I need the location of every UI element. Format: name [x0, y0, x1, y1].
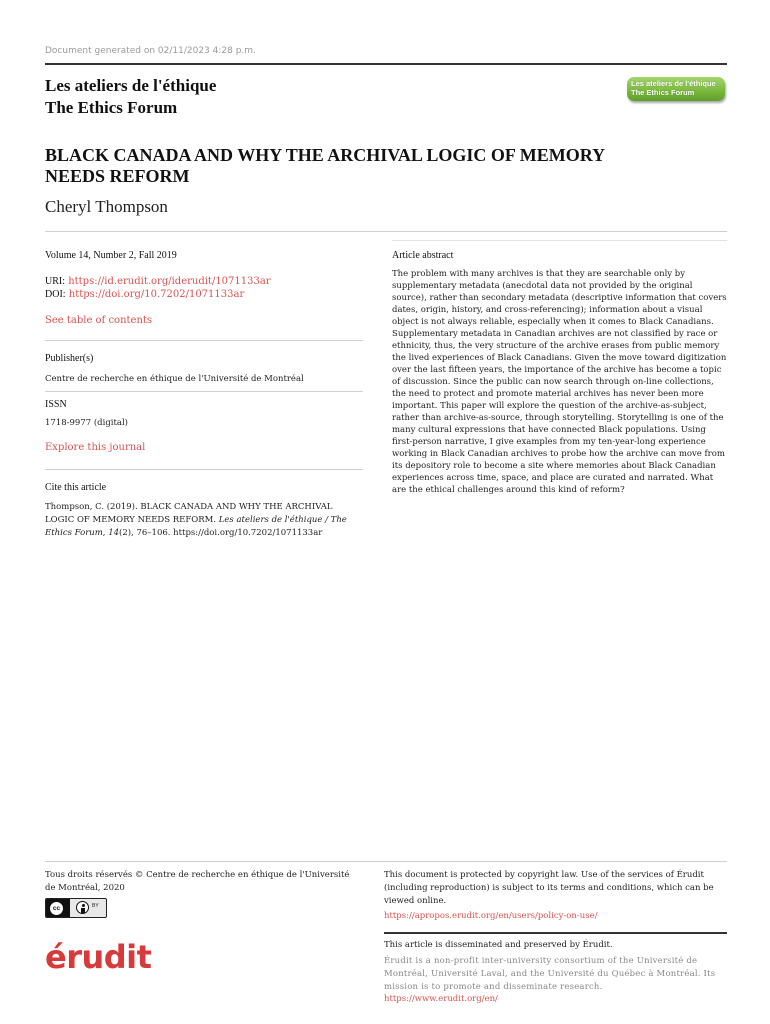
erudit-rule — [384, 932, 727, 934]
policy-link[interactable]: https://apropos.erudit.org/en/users/policy-on-use/ — [384, 911, 598, 921]
divider — [45, 231, 727, 232]
citation-volume: 14 — [108, 528, 120, 538]
abstract-text: The problem with many archives is that they are searchable only by supplementary metadata (anecdotal data not provided by the original source), rather than secondary metadata (descriptive information that covers dates, origin, history, and cross-referencing); information about a visual object is not always reliable, especially when it comes to Black Canadians. Supplementary metadata in Canadian archives are not classified by race or ethnicity, thus, the very structure of the archive erases from public memory the lived experiences of Black Canadians. Given the move toward digitization over the last fifteen years, the importance of the archive has become a topic of discussion. Since the public can now search through on-line collections, the need to protect and promote material archives has never been more important. This paper will explore the question of the archive-as-subject, rather than archive-as-source, through storytelling. Storytelling is one of the many cultural expressions that have connected Black populations. Using first-person narrative, I give examples from my ten-year-long experience working in Black Canadian archives to probe how the archive can move from its depository role to become a site where memories about Black Canadian experiences across time, space, and place are curated and narrated. What are the ethical challenges around this kind of reform? — [392, 269, 727, 495]
citation-part: Thompson, C. (2019). BLACK CANADA AND WHY THE ARCHIVAL LOGIC OF MEMORY NEEDS REFORM. — [45, 502, 333, 525]
uri-link[interactable]: https://id.erudit.org/iderudit/1071133ar — [68, 276, 271, 287]
copyright-notice — [384, 869, 727, 923]
table-of-contents-link[interactable]: See table of contents — [45, 315, 153, 326]
article-title: BLACK CANADA AND WHY THE ARCHIVAL LOGIC OF MEMORY NEEDS REFORM — [45, 145, 605, 186]
doi-row — [45, 289, 244, 300]
article-author: Cheryl Thompson — [45, 197, 168, 216]
issn-value: 1718-9977 (digital) — [45, 418, 128, 428]
citation-journal: Les ateliers de l'éthique / The Ethics Forum — [45, 515, 347, 538]
explore-journal-link[interactable]: Explore this journal — [45, 442, 146, 453]
uri-label: URI: — [45, 276, 65, 287]
erudit-description: Érudit is a non-profit inter-university consortium of the Université de Montréal, Université Laval, and the Université du Québec à Montréal. Its mission is to promote and disseminate research. — [384, 956, 716, 992]
badge-line-fr: Les ateliers de l'éthique — [631, 79, 716, 88]
generated-timestamp: Document generated on 02/11/2023 4:28 p.m. — [45, 46, 256, 56]
doi-label: DOI: — [45, 289, 66, 300]
journal-title-fr: Les ateliers de l'éthique — [45, 76, 217, 95]
rights-statement: Tous droits réservés © Centre de recherche en éthique de l'Université de Montréal, 2020 — [45, 870, 350, 893]
journal-logo-badge[interactable] — [627, 77, 725, 101]
volume-info: Volume 14, Number 2, Fall 2019 — [45, 250, 177, 261]
cite-label: Cite this article — [45, 482, 107, 493]
copyright-text: This document is protected by copyright law. Use of the services of Érudit (including reproduction) is subject to its terms and conditions, which can be viewed online. — [384, 870, 714, 906]
header-rule — [45, 63, 727, 65]
divider — [45, 340, 363, 341]
divider — [392, 240, 727, 241]
abstract-label: Article abstract — [392, 250, 454, 261]
citation-part: (2), 76–106. https://doi.org/10.7202/1071133ar — [119, 528, 323, 538]
uri-row — [45, 276, 271, 287]
citation-sep: , — [102, 528, 109, 538]
doi-link[interactable]: https://doi.org/10.7202/1071133ar — [68, 289, 245, 300]
citation-text — [45, 501, 363, 540]
attribution-icon — [76, 901, 89, 914]
divider — [45, 391, 363, 392]
dissemination-notice: This article is disseminated and preserved by Érudit. — [384, 940, 613, 950]
divider — [45, 469, 363, 470]
erudit-link[interactable]: https://www.erudit.org/en/ — [384, 994, 498, 1004]
journal-title-en: The Ethics Forum — [45, 98, 178, 117]
cc-by-label: BY — [92, 903, 99, 909]
publisher-name: Centre de recherche en éthique de l'Université de Montréal — [45, 374, 304, 384]
erudit-logo[interactable]: érudit — [45, 938, 152, 976]
footer-divider — [45, 861, 727, 862]
publisher-label: Publisher(s) — [45, 353, 94, 364]
badge-line-en: The Ethics Forum — [631, 87, 695, 97]
cc-license-badge[interactable] — [45, 898, 107, 918]
cc-icon: cc — [49, 901, 64, 916]
issn-label: ISSN — [45, 399, 67, 410]
